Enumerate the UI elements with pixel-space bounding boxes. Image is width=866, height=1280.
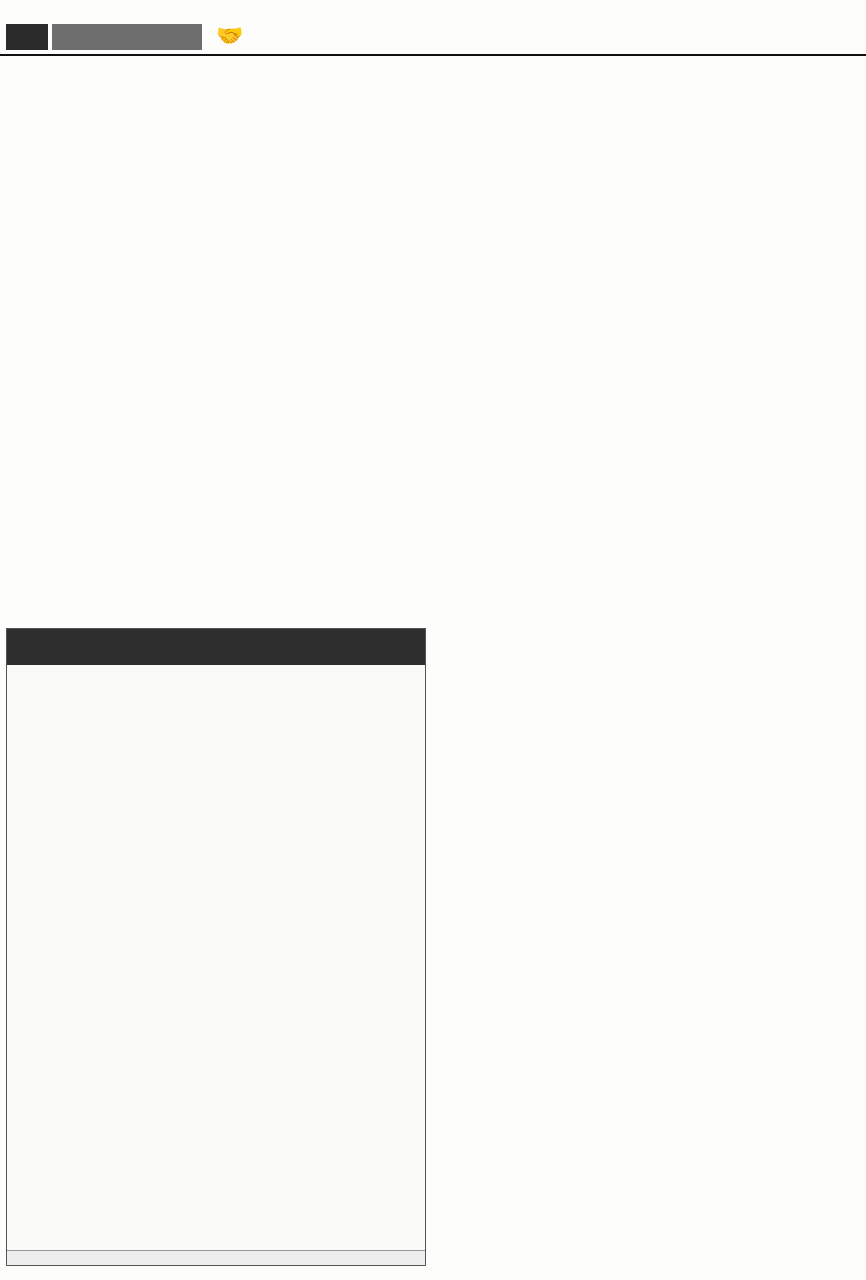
page-number [6,24,48,50]
feedback-footer [7,1250,425,1265]
section-title [52,24,202,50]
article-box [6,628,426,1266]
masthead [0,0,866,56]
article-title [7,629,425,665]
ads-grid [0,56,866,626]
article-body [7,665,425,677]
newspaper-title [320,18,560,52]
handshake-icon: 🤝 [216,24,244,49]
ad-hours-info [575,8,861,28]
bottom-section [0,628,866,1280]
lower-ads [426,628,866,1280]
